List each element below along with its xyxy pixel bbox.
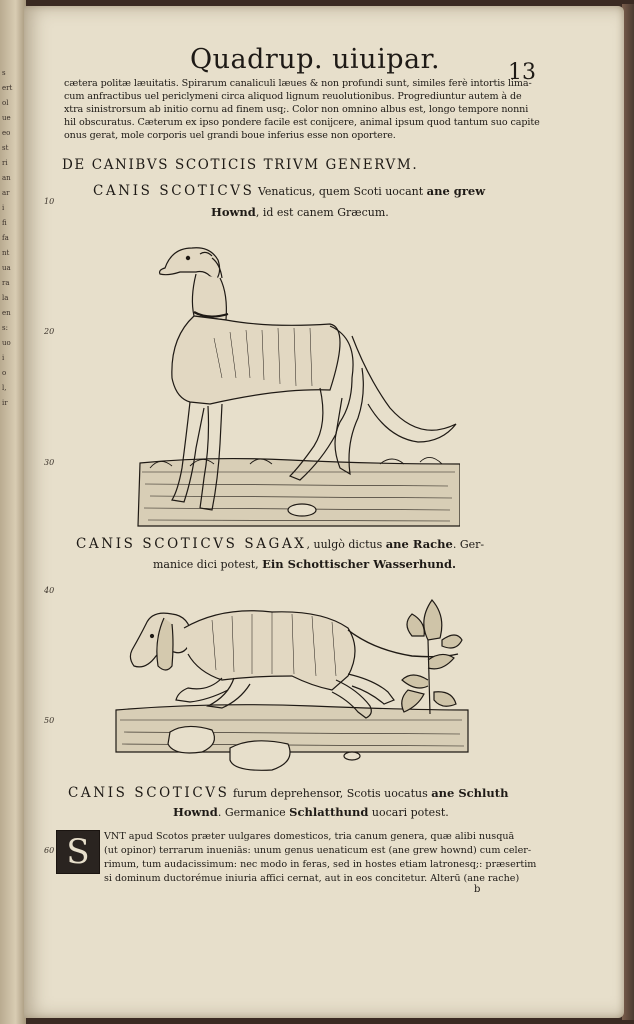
caption-blackletter: Hownd	[211, 205, 256, 219]
left-page-text-fragment: an	[2, 174, 11, 182]
caption-blackletter: Schlatthund	[289, 805, 369, 819]
caption-blackletter: ane grew	[426, 184, 486, 198]
left-page-text-fragment: eo	[2, 129, 11, 137]
margin-line-number: 20	[44, 327, 55, 336]
caption-text: . Ger-	[452, 538, 485, 551]
figure2-caption-line1	[76, 536, 484, 552]
caption-blackletter: ane Rache	[385, 537, 453, 551]
figure3-caption-line2	[173, 805, 449, 819]
paragraph-line: (ut opinor) terrarum inueniās: unum genus uenaticum est (ane grew hownd) cum celer-	[104, 845, 532, 856]
caption-text: furum deprehensor, Scotis uocatus	[229, 787, 432, 800]
running-head: Quadrup. uiuipar.	[190, 44, 441, 75]
signature-mark: b	[474, 884, 481, 895]
left-page-text-fragment: la	[2, 294, 9, 302]
decorated-initial	[56, 830, 100, 874]
left-page-text-fragment: nt	[2, 249, 10, 257]
left-page-edge	[0, 0, 26, 1024]
left-page-text-fragment: i	[2, 354, 5, 362]
margin-line-number: 40	[44, 586, 55, 595]
left-page-text-fragment: ar	[2, 189, 10, 197]
left-page-text-fragment: fi	[2, 219, 7, 227]
left-page-text-fragment: ue	[2, 114, 11, 122]
left-page-text-fragment: ir	[2, 399, 8, 407]
margin-line-number: 10	[44, 197, 55, 206]
section-heading: DE CANIBVS SCOTICIS TRIVM GENERVM.	[62, 157, 419, 173]
left-page-text-fragment: s	[2, 69, 6, 77]
left-page-text-fragment: ol	[2, 99, 9, 107]
intro-line: cætera politæ læuitatis. Spirarum canaliculi læues & non profundi sunt, similes ferè intortis lima-	[64, 78, 532, 89]
left-page-text-fragment: l,	[2, 384, 7, 392]
caption-blackletter: Hownd	[173, 805, 218, 819]
caption-caps: CANIS SCOTICVS	[68, 785, 230, 801]
left-page-text-fragment: fa	[2, 234, 9, 242]
caption-blackletter: ane Schluth	[431, 786, 509, 800]
paragraph-line: VNT apud Scotos præter uulgares domesticos, tria canum genera, quæ alibi nusquā	[104, 831, 515, 842]
left-page-text-fragment: ert	[2, 84, 13, 92]
figure1-caption-line2	[211, 205, 389, 219]
intro-line: cum anfractibus uel periclymeni circa aliquod lignum reuolutionibus. Progrediuntur autem à de	[64, 91, 522, 102]
left-page-text-fragment: ri	[2, 159, 8, 167]
caption-blackletter: Ein Schottischer Wasserhund.	[262, 557, 457, 571]
caption-text: manice dici potest,	[153, 558, 263, 571]
margin-line-number: 30	[44, 458, 55, 467]
page-number: 13	[508, 60, 536, 85]
paragraph-line: si dominum ductorémue iniuria affici cernat, aut in eos concitetur. Alterū (ane rache)	[104, 873, 520, 884]
margin-line-number: 60	[44, 846, 55, 855]
left-page-text-fragment: ra	[2, 279, 10, 287]
caption-text: , id est canem Græcum.	[255, 206, 389, 219]
margin-line-number: 50	[44, 716, 55, 725]
left-page-text-fragment: uo	[2, 339, 11, 347]
left-page-text-fragment: ua	[2, 264, 11, 272]
left-page-text-fragment: st	[2, 144, 9, 152]
initial-letter: S	[66, 832, 90, 872]
left-page-text-fragment: o	[2, 369, 7, 377]
caption-text: uocari potest.	[368, 806, 449, 819]
caption-caps: CANIS SCOTICVS SAGAX	[76, 536, 307, 552]
figure1-caption-line1	[93, 183, 485, 199]
bloodhound-woodcut	[112, 580, 472, 776]
intro-line: onus gerat, mole corporis uel grandi boue inferius esse non oportere.	[64, 130, 396, 141]
left-page-text-fragment: en	[2, 309, 11, 317]
figure3-caption-line1	[68, 785, 508, 801]
left-page-text-fragment: s:	[2, 324, 8, 332]
paragraph-line: rimum, tum audacissimum: nec modo in feras, sed in hostes etiam latronesq;: præsertim	[104, 859, 537, 870]
caption-caps: CANIS SCOTICVS	[93, 183, 255, 199]
left-page-text-fragment: i	[2, 204, 5, 212]
figure2-caption-line2	[153, 557, 456, 571]
caption-text: Venaticus, quem Scoti uocant	[254, 185, 427, 198]
intro-line: hil obscuratus. Cæterum ex ipso pondere facile est conijcere, animal ipsum quod tantum suo capite	[64, 117, 540, 128]
caption-text: . Germanice	[217, 806, 290, 819]
caption-text: , uulgò dictus	[306, 538, 386, 551]
intro-line: xtra sinistrorsum ab initio cornu ad finem usq;. Color non omnino albus est, longo tempore nonni	[64, 104, 529, 115]
greyhound-woodcut	[130, 228, 460, 528]
